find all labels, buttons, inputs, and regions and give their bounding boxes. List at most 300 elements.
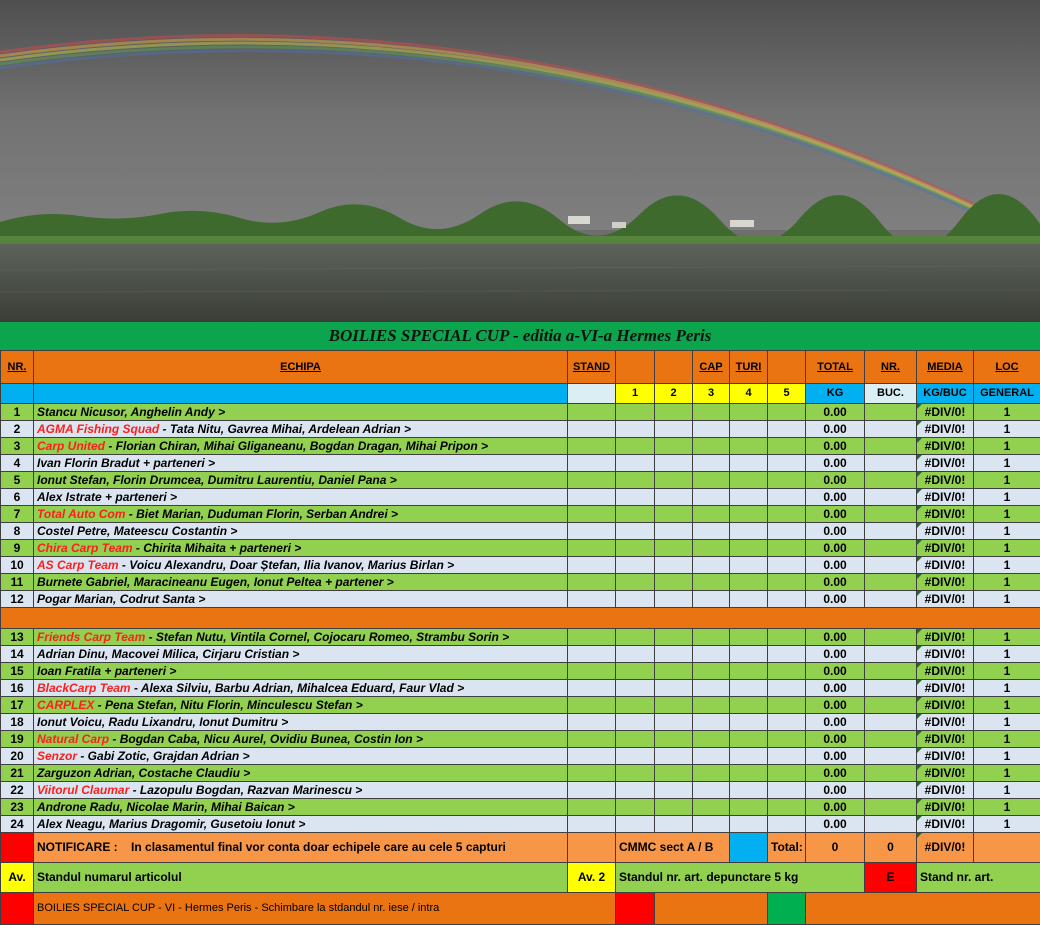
row-nr: 21: [1, 765, 34, 782]
row-capture-5[interactable]: [768, 731, 806, 748]
row-buc[interactable]: [865, 506, 917, 523]
row-capture-3[interactable]: [693, 748, 730, 765]
team-name: Carp United: [37, 438, 106, 453]
row-capture-1[interactable]: [616, 421, 655, 438]
team-members: Ionut Voicu, Radu Lixandru, Ionut Dumitru >: [37, 714, 289, 729]
row-stand[interactable]: [568, 523, 616, 540]
row-capture-2[interactable]: [655, 506, 693, 523]
row-total-kg: 0.00: [806, 799, 865, 816]
table-row: [1, 697, 1040, 714]
row-capture-1[interactable]: [616, 455, 655, 472]
col-general-header: GENERAL: [974, 384, 1040, 404]
row-stand[interactable]: [568, 540, 616, 557]
row-loc: 1: [974, 421, 1040, 438]
table-row: [1, 782, 1040, 799]
row-capture-3[interactable]: [693, 646, 730, 663]
col-loc-header: LOC: [974, 351, 1040, 384]
row-stand[interactable]: [568, 404, 616, 421]
row-buc[interactable]: [865, 697, 917, 714]
row-capture-5[interactable]: [768, 523, 806, 540]
row-capture-4[interactable]: [730, 799, 768, 816]
row-capture-4[interactable]: [730, 523, 768, 540]
row-capture-1[interactable]: [616, 663, 655, 680]
row-capture-4[interactable]: [730, 714, 768, 731]
row-nr: 18: [1, 714, 34, 731]
row-capture-5[interactable]: [768, 591, 806, 608]
row-capture-2[interactable]: [655, 540, 693, 557]
row-capture-2[interactable]: [655, 646, 693, 663]
row-stand[interactable]: [568, 438, 616, 455]
row-nr: 8: [1, 523, 34, 540]
row-media: #DIV/0!: [917, 765, 974, 782]
row-capture-4[interactable]: [730, 404, 768, 421]
row-capture-2[interactable]: [655, 629, 693, 646]
row-capture-2[interactable]: [655, 782, 693, 799]
table-row: [1, 472, 1040, 489]
row-capture-2[interactable]: [655, 748, 693, 765]
row-capture-5[interactable]: [768, 646, 806, 663]
row-capture-3[interactable]: [693, 731, 730, 748]
row-team: [34, 506, 568, 523]
row-capture-4[interactable]: [730, 663, 768, 680]
row-total-kg: 0.00: [806, 748, 865, 765]
row-capture-3[interactable]: [693, 557, 730, 574]
team-members: Alex Istrate + parteneri >: [37, 489, 178, 504]
row-media: #DIV/0!: [917, 714, 974, 731]
row-capture-1[interactable]: [616, 574, 655, 591]
row-loc: 1: [974, 455, 1040, 472]
row-capture-4[interactable]: [730, 557, 768, 574]
row-nr: 22: [1, 782, 34, 799]
team-members: Ivan Florin Bradut + parteneri >: [37, 455, 216, 470]
team-members: Adrian Dinu, Macovei Milica, Cirjaru Cristian >: [37, 646, 300, 661]
row-media: #DIV/0!: [917, 591, 974, 608]
row-total-kg: 0.00: [806, 421, 865, 438]
row-total-kg: 0.00: [806, 489, 865, 506]
row-stand[interactable]: [568, 574, 616, 591]
capture-3-header: 3: [693, 384, 730, 404]
row-capture-5[interactable]: [768, 438, 806, 455]
row-capture-5[interactable]: [768, 697, 806, 714]
row-loc: 1: [974, 782, 1040, 799]
row-total-kg: 0.00: [806, 697, 865, 714]
row-capture-5[interactable]: [768, 472, 806, 489]
row-loc: 1: [974, 404, 1040, 421]
table-row: [1, 489, 1040, 506]
row-buc[interactable]: [865, 591, 917, 608]
row-stand[interactable]: [568, 472, 616, 489]
row-capture-5[interactable]: [768, 421, 806, 438]
row-capture-1[interactable]: [616, 646, 655, 663]
e-label: E: [865, 863, 917, 893]
row-capture-4[interactable]: [730, 816, 768, 833]
row-capture-1[interactable]: [616, 748, 655, 765]
row-capture-5[interactable]: [768, 663, 806, 680]
row-loc: 1: [974, 697, 1040, 714]
row-buc[interactable]: [865, 472, 917, 489]
row-capture-2[interactable]: [655, 574, 693, 591]
row-capture-5[interactable]: [768, 816, 806, 833]
row-capture-5[interactable]: [768, 404, 806, 421]
row-buc[interactable]: [865, 663, 917, 680]
capture-4-header: 4: [730, 384, 768, 404]
row-capture-5[interactable]: [768, 680, 806, 697]
table-row: [1, 799, 1040, 816]
row-total-kg: 0.00: [806, 731, 865, 748]
table-row: [1, 421, 1040, 438]
row-capture-3[interactable]: [693, 574, 730, 591]
row-capture-5[interactable]: [768, 506, 806, 523]
row-stand[interactable]: [568, 646, 616, 663]
row-capture-3[interactable]: [693, 523, 730, 540]
row-stand[interactable]: [568, 591, 616, 608]
header-photo: [0, 0, 1040, 322]
row-nr: 23: [1, 799, 34, 816]
col-nrbuc-header: NR.: [865, 351, 917, 384]
table-row: [1, 455, 1040, 472]
row-stand[interactable]: [568, 629, 616, 646]
row-capture-5[interactable]: [768, 574, 806, 591]
row-capture-2[interactable]: [655, 421, 693, 438]
team-members: Androne Radu, Nicolae Marin, Mihai Baican >: [37, 799, 295, 814]
row-media: #DIV/0!: [917, 697, 974, 714]
row-capture-1[interactable]: [616, 506, 655, 523]
row-capture-4[interactable]: [730, 574, 768, 591]
team-members: - Lazopulu Bogdan, Razvan Marinescu >: [129, 782, 363, 797]
row-capture-4[interactable]: [730, 455, 768, 472]
row-capture-5[interactable]: [768, 489, 806, 506]
row-capture-4[interactable]: [730, 646, 768, 663]
col-cap-header: CAP: [693, 351, 730, 384]
row-stand[interactable]: [568, 782, 616, 799]
row-capture-2[interactable]: [655, 557, 693, 574]
row-buc[interactable]: [865, 404, 917, 421]
av2-label: Av. 2: [568, 863, 616, 893]
standul-text: Standul numarul articolul: [34, 863, 568, 893]
team-name: Chira Carp Team: [37, 540, 133, 555]
row-stand[interactable]: [568, 506, 616, 523]
team-members: - Alexa Silviu, Barbu Adrian, Mihalcea Eduard, Faur Vlad >: [130, 680, 465, 695]
row-total-kg: 0.00: [806, 455, 865, 472]
row-buc[interactable]: [865, 765, 917, 782]
team-members: Alex Neagu, Marius Dragomir, Gusetoiu Ionut >: [37, 816, 306, 831]
notice-text: In clasamentul final vor conta doar echipele care au cele 5 capturi: [131, 840, 506, 854]
col-stand-header: STAND: [568, 351, 616, 384]
row-total-kg: 0.00: [806, 680, 865, 697]
row-capture-2[interactable]: [655, 680, 693, 697]
header-row-sub: [1, 384, 1040, 404]
row-team: [34, 782, 568, 799]
team-name: CARPLEX: [37, 697, 95, 712]
row-stand[interactable]: [568, 697, 616, 714]
row-team: [34, 629, 568, 646]
row-capture-5[interactable]: [768, 714, 806, 731]
row-capture-5[interactable]: [768, 557, 806, 574]
standul2-text: Standul nr. art. depunctare 5 kg: [616, 863, 865, 893]
row-media: #DIV/0!: [917, 646, 974, 663]
row-buc[interactable]: [865, 782, 917, 799]
row-stand[interactable]: [568, 455, 616, 472]
row-buc[interactable]: [865, 731, 917, 748]
row-stand[interactable]: [568, 680, 616, 697]
col-turi-header: TURI: [730, 351, 768, 384]
row-capture-5[interactable]: [768, 748, 806, 765]
row-buc[interactable]: [865, 574, 917, 591]
row-capture-1[interactable]: [616, 799, 655, 816]
row-team: [34, 404, 568, 421]
total-buc: 0: [865, 833, 917, 863]
row-loc: 1: [974, 731, 1040, 748]
row-buc[interactable]: [865, 455, 917, 472]
row-capture-2[interactable]: [655, 714, 693, 731]
row-capture-2[interactable]: [655, 523, 693, 540]
row-buc[interactable]: [865, 540, 917, 557]
row-capture-1[interactable]: [616, 489, 655, 506]
row-capture-1[interactable]: [616, 697, 655, 714]
row-media: #DIV/0!: [917, 574, 974, 591]
row-capture-4[interactable]: [730, 421, 768, 438]
row-total-kg: 0.00: [806, 629, 865, 646]
row-buc[interactable]: [865, 748, 917, 765]
group-separator: [1, 608, 1040, 629]
row-capture-1[interactable]: [616, 540, 655, 557]
row-capture-1[interactable]: [616, 523, 655, 540]
row-total-kg: 0.00: [806, 540, 865, 557]
row-capture-1[interactable]: [616, 680, 655, 697]
row-capture-4[interactable]: [730, 540, 768, 557]
row-media: #DIV/0!: [917, 404, 974, 421]
row-capture-4[interactable]: [730, 591, 768, 608]
row-buc[interactable]: [865, 646, 917, 663]
table-row: [1, 523, 1040, 540]
row-total-kg: 0.00: [806, 782, 865, 799]
row-stand[interactable]: [568, 421, 616, 438]
row-capture-4[interactable]: [730, 748, 768, 765]
row-capture-3[interactable]: [693, 506, 730, 523]
row-capture-5[interactable]: [768, 782, 806, 799]
col-buc-header: BUC.: [865, 384, 917, 404]
row-capture-2[interactable]: [655, 438, 693, 455]
row-capture-3[interactable]: [693, 629, 730, 646]
row-capture-3[interactable]: [693, 404, 730, 421]
row-total-kg: 0.00: [806, 523, 865, 540]
row-capture-5[interactable]: [768, 629, 806, 646]
stand-nr-text: Stand nr. art.: [917, 863, 1040, 893]
row-buc[interactable]: [865, 489, 917, 506]
table-row: [1, 816, 1040, 833]
row-loc: 1: [974, 646, 1040, 663]
row-media: #DIV/0!: [917, 629, 974, 646]
row-media: #DIV/0!: [917, 663, 974, 680]
row-capture-3[interactable]: [693, 714, 730, 731]
row-capture-3[interactable]: [693, 489, 730, 506]
row-buc[interactable]: [865, 629, 917, 646]
table-row: [1, 765, 1040, 782]
total-kg: 0: [806, 833, 865, 863]
row-capture-3[interactable]: [693, 591, 730, 608]
row-capture-2[interactable]: [655, 489, 693, 506]
row-capture-3[interactable]: [693, 421, 730, 438]
row-stand[interactable]: [568, 557, 616, 574]
row-team: [34, 540, 568, 557]
row-capture-2[interactable]: [655, 697, 693, 714]
row-capture-4[interactable]: [730, 782, 768, 799]
row-capture-2[interactable]: [655, 591, 693, 608]
row-capture-4[interactable]: [730, 629, 768, 646]
table-row: [1, 506, 1040, 523]
row-capture-1[interactable]: [616, 816, 655, 833]
av-label: Av.: [1, 863, 34, 893]
row-loc: 1: [974, 591, 1040, 608]
col-nr-header: NR.: [1, 351, 34, 384]
table-row: [1, 574, 1040, 591]
row-total-kg: 0.00: [806, 557, 865, 574]
row-capture-3[interactable]: [693, 455, 730, 472]
row-loc: 1: [974, 540, 1040, 557]
row-media: #DIV/0!: [917, 540, 974, 557]
row-capture-5[interactable]: [768, 799, 806, 816]
row-capture-1[interactable]: [616, 782, 655, 799]
row-stand[interactable]: [568, 489, 616, 506]
row-buc[interactable]: [865, 557, 917, 574]
group-a: [1, 404, 1040, 608]
row-media: #DIV/0!: [917, 799, 974, 816]
row-loc: 1: [974, 574, 1040, 591]
row-nr: 17: [1, 697, 34, 714]
total-media: #DIV/0!: [917, 833, 974, 863]
row-buc[interactable]: [865, 523, 917, 540]
row-total-kg: 0.00: [806, 714, 865, 731]
row-capture-5[interactable]: [768, 765, 806, 782]
team-name: Total Auto Com: [37, 506, 126, 521]
table-row: [1, 438, 1040, 455]
change-row: [1, 893, 1040, 925]
row-buc[interactable]: [865, 816, 917, 833]
team-members: - Chirita Mihaita + parteneri >: [132, 540, 302, 555]
team-members: - Voicu Alexandru, Doar Ștefan, Ilia Ivanov, Marius Birlan >: [118, 557, 455, 572]
row-stand[interactable]: [568, 816, 616, 833]
team-members: - Florian Chiran, Mihai Gliganeanu, Bogdan Dragan, Mihai Pripon >: [105, 438, 489, 453]
row-capture-2[interactable]: [655, 731, 693, 748]
row-capture-3[interactable]: [693, 438, 730, 455]
row-capture-4[interactable]: [730, 765, 768, 782]
row-capture-2[interactable]: [655, 799, 693, 816]
row-stand[interactable]: [568, 731, 616, 748]
row-stand[interactable]: [568, 799, 616, 816]
row-capture-5[interactable]: [768, 455, 806, 472]
col-kgbuc-header: KG/BUC: [917, 384, 974, 404]
row-nr: 6: [1, 489, 34, 506]
row-buc[interactable]: [865, 714, 917, 731]
row-buc[interactable]: [865, 680, 917, 697]
row-capture-3[interactable]: [693, 799, 730, 816]
row-capture-5[interactable]: [768, 540, 806, 557]
team-name: Viitorul Claumar: [37, 782, 130, 797]
row-capture-2[interactable]: [655, 472, 693, 489]
row-capture-2[interactable]: [655, 816, 693, 833]
row-capture-1[interactable]: [616, 438, 655, 455]
row-buc[interactable]: [865, 438, 917, 455]
row-capture-3[interactable]: [693, 472, 730, 489]
row-total-kg: 0.00: [806, 506, 865, 523]
team-members: Burnete Gabriel, Maracineanu Eugen, Ionut Peltea + partener >: [37, 574, 394, 589]
col-media-header: MEDIA: [917, 351, 974, 384]
row-capture-4[interactable]: [730, 506, 768, 523]
row-capture-1[interactable]: [616, 472, 655, 489]
row-capture-2[interactable]: [655, 765, 693, 782]
row-capture-4[interactable]: [730, 472, 768, 489]
rainbow-lake-image: [0, 0, 1040, 322]
row-capture-1[interactable]: [616, 557, 655, 574]
row-capture-2[interactable]: [655, 663, 693, 680]
row-capture-2[interactable]: [655, 455, 693, 472]
row-capture-4[interactable]: [730, 731, 768, 748]
row-buc[interactable]: [865, 421, 917, 438]
row-capture-3[interactable]: [693, 697, 730, 714]
team-name: Friends Carp Team: [37, 629, 146, 644]
row-team: [34, 697, 568, 714]
row-stand[interactable]: [568, 765, 616, 782]
row-capture-1[interactable]: [616, 629, 655, 646]
row-capture-4[interactable]: [730, 680, 768, 697]
row-capture-4[interactable]: [730, 489, 768, 506]
row-team: [34, 714, 568, 731]
row-loc: 1: [974, 714, 1040, 731]
team-members: Costel Petre, Mateescu Costantin >: [37, 523, 238, 538]
team-members: - Tata Nitu, Gavrea Mihai, Ardelean Adrian >: [159, 421, 411, 436]
row-stand[interactable]: [568, 663, 616, 680]
row-capture-3[interactable]: [693, 765, 730, 782]
row-loc: 1: [974, 557, 1040, 574]
capture-2-header: 2: [655, 384, 693, 404]
row-stand[interactable]: [568, 714, 616, 731]
row-buc[interactable]: [865, 799, 917, 816]
row-nr: 5: [1, 472, 34, 489]
row-capture-1[interactable]: [616, 731, 655, 748]
row-capture-3[interactable]: [693, 782, 730, 799]
row-capture-3[interactable]: [693, 540, 730, 557]
row-capture-3[interactable]: [693, 816, 730, 833]
row-team: [34, 765, 568, 782]
row-capture-3[interactable]: [693, 663, 730, 680]
team-members: Pogar Marian, Codrut Santa >: [37, 591, 206, 606]
team-members: - Biet Marian, Duduman Florin, Serban Andrei >: [125, 506, 399, 521]
row-media: #DIV/0!: [917, 523, 974, 540]
row-capture-1[interactable]: [616, 404, 655, 421]
row-capture-1[interactable]: [616, 714, 655, 731]
row-stand[interactable]: [568, 748, 616, 765]
cmmc-label: CMMC sect A / B: [616, 833, 730, 863]
row-nr: 10: [1, 557, 34, 574]
row-team: [34, 731, 568, 748]
row-capture-1[interactable]: [616, 765, 655, 782]
row-capture-1[interactable]: [616, 591, 655, 608]
row-capture-4[interactable]: [730, 438, 768, 455]
row-capture-2[interactable]: [655, 404, 693, 421]
row-media: #DIV/0!: [917, 472, 974, 489]
table-row: [1, 540, 1040, 557]
row-media: #DIV/0!: [917, 438, 974, 455]
row-loc: 1: [974, 663, 1040, 680]
table-row: [1, 557, 1040, 574]
row-nr: 9: [1, 540, 34, 557]
page-title: BOILIES SPECIAL CUP - editia a-VI-a Hermes Peris: [0, 322, 1040, 350]
table-row: [1, 714, 1040, 731]
row-capture-3[interactable]: [693, 680, 730, 697]
row-capture-4[interactable]: [730, 697, 768, 714]
row-total-kg: 0.00: [806, 472, 865, 489]
row-loc: 1: [974, 816, 1040, 833]
